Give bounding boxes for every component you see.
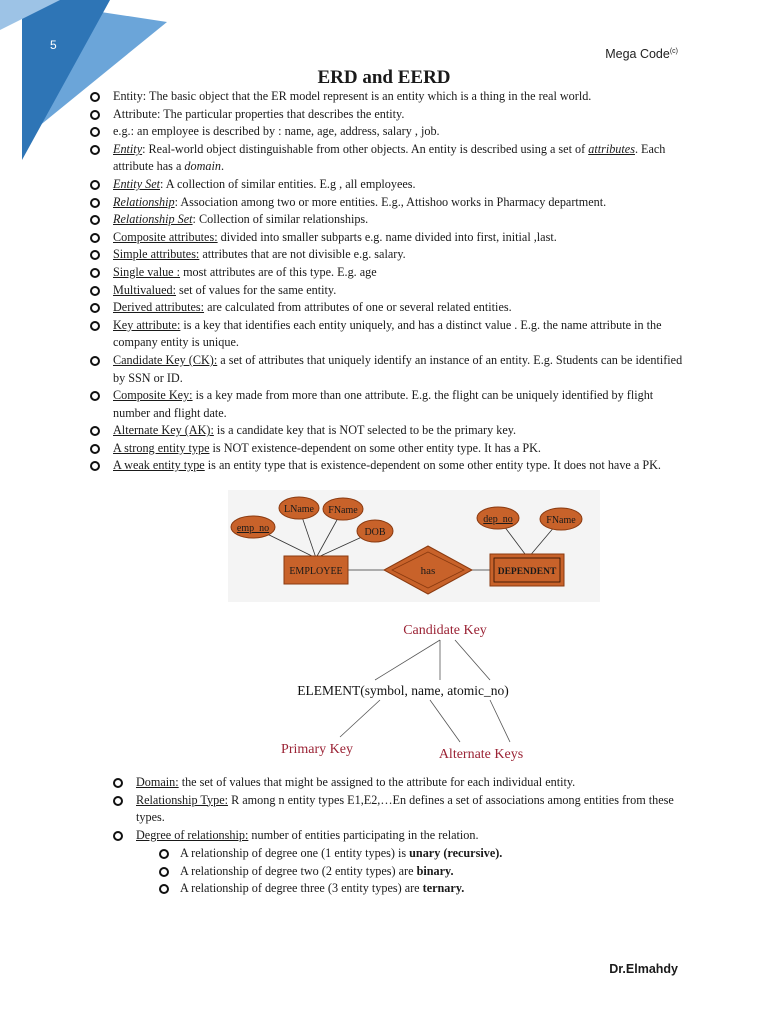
definition: attributes that are not divisible e.g. salary. [199,247,406,262]
bullet-icon [90,268,100,278]
bullet-icon [90,92,100,102]
entity-label: DEPENDENT [497,567,557,577]
bullet-icon [159,867,169,877]
element-relation: ELEMENT(symbol, name, atomic_no) [297,683,509,698]
definition: most attributes are of this type. E.g. age [180,264,377,279]
relationship-label: has [420,565,436,577]
definition: is NOT existence-dependent on some other entity type. It has a PK. [209,440,541,455]
list-item [90,440,685,458]
list-item [90,123,685,141]
attribute-label: DOB [364,527,386,538]
list-item [90,387,685,422]
definition: the set of values that might be assigned to the attribute for each individual entity. [178,775,576,789]
term: Domain: [136,775,179,789]
term: Relationship Type: [136,792,229,807]
definition: A relationship of degree three (3 entity types) are [180,881,423,896]
definition: set of values for the same entity. [175,282,337,297]
bullet-icon [90,110,100,120]
definition: R among n entity types E1,E2,…En defines a set of associations among entities from these types. [136,792,674,825]
bullet-icon [159,849,169,859]
list-item [159,845,639,863]
bullet-icon [90,198,100,208]
term: Entity Set [113,176,161,191]
bullet-icon [113,831,123,841]
attribute-label: dep_no [483,514,513,525]
list-item [90,457,685,475]
term: attributes [588,141,635,156]
list-item [113,827,683,845]
definition: : Real-world object distinguishable from other objects. An entity is described using a set of [142,141,589,156]
list-item [90,317,685,352]
list-item [90,106,685,124]
author-footer: Dr.Elmahdy [609,962,678,976]
bullet-icon [90,461,100,471]
list-item [159,880,639,898]
term: A weak entity type [113,458,205,473]
term: A strong entity type [113,440,210,455]
list-item [113,774,683,792]
bullet-icon [90,250,100,260]
degree-name: binary. [416,863,454,878]
list-item [90,194,685,212]
bullet-icon [159,884,169,894]
list-item [90,211,685,229]
bullet-icon [90,180,100,190]
list-item [90,422,685,440]
list-item [90,141,685,176]
bullet-icon [90,303,100,313]
degree-name: unary (recursive). [409,846,503,860]
attribute-label: FName [328,505,358,516]
definitions-list-2 [113,774,683,844]
definition: is a key made from more than one attribute. E.g. the flight can be uniquely identified by flight number and flight date. [113,388,654,420]
attribute-label: LName [284,504,314,515]
er-diagram [228,490,600,602]
definitions-list [90,88,685,475]
definition: number of entities participating in the relation. [248,827,479,842]
definition: : A collection of similar entities. E.g , all employees. [160,176,416,191]
list-item [90,176,685,194]
bullet-icon [113,778,123,788]
term: Composite Key: [113,388,193,403]
term: Relationship [113,194,175,209]
term: Relationship Set [113,212,193,227]
bullet-icon [90,391,100,401]
alternate-keys-label: Alternate Keys [438,747,524,762]
candidate-key-label: Candidate Key [403,623,487,638]
definition: Entity: The basic object that the ER model represent is an entity which is a thing in the real world. [113,89,592,103]
bullet-icon [90,127,100,137]
definition: : Association among two or more entities. E.g., Attishoo works in Pharmacy department. [174,194,607,209]
bullet-icon [90,356,100,366]
bullet-icon [113,796,123,806]
definition: . Each attribute has a [113,141,666,174]
list-item [90,282,685,300]
definition: is an entity type that is existence-dependent on some other entity type. It does not have a PK. [204,458,661,473]
list-item [90,88,685,106]
primary-key-label: Primary Key [281,742,353,757]
definition: a set of attributes that uniquely identify an instance of an entity. E.g. Students can be identified by SSN or ID. [113,352,683,385]
term: Candidate Key (CK): [113,352,218,367]
list-item [113,792,683,827]
list-item [159,863,639,881]
page-number: 5 [50,38,57,52]
bullet-icon [90,145,100,155]
definition: is a key that identifies each entity uniquely, and has a distinct value . E.g. the name attribute in the company entity is unique. [113,317,662,350]
bullet-icon [90,215,100,225]
definition: is a candidate key that is NOT selected to be the primary key. [213,423,517,438]
definition: divided into smaller subparts e.g. name divided into first, initial ,last. [217,229,557,244]
list-item [90,229,685,247]
term: Key attribute: [113,317,181,332]
term: domain [184,159,221,174]
term: Single value : [113,264,181,279]
degree-name: ternary. [422,881,465,896]
term: Composite attributes: [113,229,218,244]
definition: A relationship of degree one (1 entity types) is [180,846,410,860]
bullet-icon [90,321,100,331]
page-title: ERD and EERD [317,67,451,88]
term: Multivalued: [113,282,176,297]
term: Entity [113,141,143,156]
definition: . [220,159,225,174]
definition: A relationship of degree two (2 entity types) are [180,863,417,878]
bullet-icon [90,286,100,296]
term: Derived attributes: [113,300,205,315]
bullet-icon [90,426,100,436]
term: Degree of relationship: [136,827,249,842]
bullet-icon [90,444,100,454]
attribute-label: FName [546,515,576,526]
term: Simple attributes: [113,247,200,262]
list-item [90,246,685,264]
degree-list [159,845,639,898]
list-item [90,352,685,387]
list-item [90,299,685,317]
term: Alternate Key (AK): [113,423,214,438]
bullet-icon [90,233,100,243]
keys-diagram [255,612,565,772]
definition: Attribute: The particular properties that describes the entity. [113,106,405,121]
attribute-label: emp_no [236,523,270,534]
header-brand: Mega Code$^{(c)}$ [605,47,678,61]
definition: are calculated from attributes of one or several related entities. [204,300,512,315]
list-item [90,264,685,282]
definition: e.g.: an employee is described by : name, age, address, salary , job. [113,124,440,139]
definition: : Collection of similar relationships. [192,212,369,227]
entity-label: EMPLOYEE [289,566,343,577]
